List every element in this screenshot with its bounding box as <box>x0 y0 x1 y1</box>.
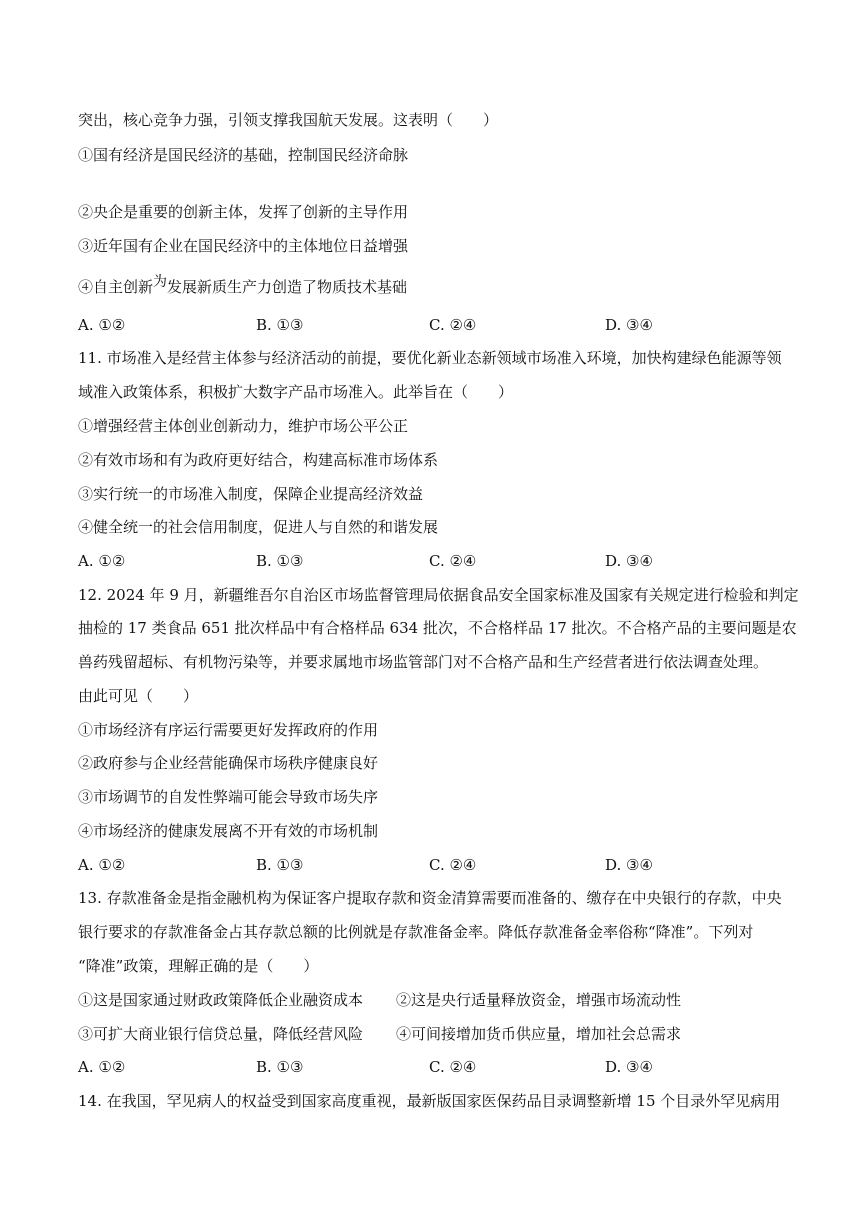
q13-statements-row-1 <box>78 990 778 1010</box>
q11-option-a: A. ①② <box>78 552 126 570</box>
q13-statements-row-2 <box>78 1024 778 1044</box>
q10-stem-end: 突出，核心竞争力强，引领支撑我国航天发展。这表明（ ） <box>78 111 499 129</box>
q11-statement-3: ③实行统一的市场准入制度，保障企业提高经济效益 <box>78 485 424 503</box>
q13-statement-2: ②这是央行适量释放资金，增强市场流动性 <box>396 991 682 1009</box>
q12-stem-line-2: 抽检的 17 类食品 651 批次样品中有合格样品 634 批次，不合格样品 17 批次。不合格产品的主要问题是农 <box>78 619 797 637</box>
q11-options <box>78 551 778 571</box>
q13-stem-line-2: 银行要求的存款准备金占其存款总额的比例就是存款准备金率。降低存款准备金率俗称“降准”。下列对 <box>78 923 754 941</box>
q12-statement-1: ①市场经济有序运行需要更好发挥政府的作用 <box>78 721 379 739</box>
q12-statement-3: ③市场调节的自发性弊端可能会导致市场失序 <box>78 788 379 806</box>
q12-statement-2: ②政府参与企业经营能确保市场秩序健康良好 <box>78 754 379 772</box>
q11-statement-2: ②有效市场和有为政府更好结合，构建高标准市场体系 <box>78 451 439 469</box>
q10-option-a: A. ①② <box>78 316 126 334</box>
q11-statement-1: ①增强经营主体创业创新动力，维护市场公平公正 <box>78 417 409 435</box>
q10-statement-4-b: 发展新质生产力创造了物质技术基础 <box>167 278 408 296</box>
q12-stem-line-4: 由此可见（ ） <box>78 687 199 705</box>
q12-options <box>78 855 778 875</box>
q13-option-b: B. ①③ <box>256 1058 304 1076</box>
q10-options <box>78 315 778 335</box>
q13-option-c: C. ②④ <box>429 1058 477 1076</box>
q10-statement-4 <box>78 274 408 298</box>
q11-stem-line-2: 域准入政策体系，积极扩大数字产品市场准入。此举旨在（ ） <box>78 383 514 401</box>
q12-stem-line-3: 兽药残留超标、有机物污染等，并要求属地市场监管部门对不合格产品和生产经营者进行依法调查处理。 <box>78 653 769 671</box>
q12-option-d: D. ③④ <box>605 856 653 874</box>
q11-statement-4: ④健全统一的社会信用制度，促进人与自然的和谐发展 <box>78 518 439 536</box>
q11-option-c: C. ②④ <box>429 552 477 570</box>
q10-statement-3: ③近年国有企业在国民经济中的主体地位日益增强 <box>78 237 409 255</box>
q13-option-a: A. ①② <box>78 1058 126 1076</box>
q12-option-a: A. ①② <box>78 856 126 874</box>
q12-option-c: C. ②④ <box>429 856 477 874</box>
q10-statement-4-raised-char: 为 <box>153 274 168 290</box>
q10-option-c: C. ②④ <box>429 316 477 334</box>
q10-option-b: B. ①③ <box>256 316 304 334</box>
q12-stem-line-1: 12. 2024 年 9 月，新疆维吾尔自治区市场监督管理局依据食品安全国家标准及国家有关规定进行检验和判定 <box>78 586 799 604</box>
q11-option-d: D. ③④ <box>605 552 653 570</box>
q10-statement-4-a: ④自主创新 <box>78 278 154 296</box>
q11-stem-line-1: 11. 市场准入是经营主体参与经济活动的前提，要优化新业态新领域市场准入环境，加快构建绿色能源等领 <box>78 349 782 367</box>
q13-stem-line-3: “降准”政策，理解正确的是（ ） <box>78 957 319 975</box>
q12-statement-4: ④市场经济的健康发展离不开有效的市场机制 <box>78 822 379 840</box>
q12-option-b: B. ①③ <box>256 856 304 874</box>
q13-option-d: D. ③④ <box>605 1058 653 1076</box>
q13-statement-4: ④可间接增加货币供应量，增加社会总需求 <box>396 1025 682 1043</box>
q13-statement-3: ③可扩大商业银行信贷总量，降低经营风险 <box>78 1025 364 1043</box>
q13-stem-line-1: 13. 存款准备金是指金融机构为保证客户提取存款和资金清算需要而准备的、缴存在中央银行的存款，中央 <box>78 889 782 907</box>
q11-option-b: B. ①③ <box>256 552 304 570</box>
q10-option-d: D. ③④ <box>605 316 653 334</box>
q13-options <box>78 1057 778 1077</box>
q14-stem-line-1: 14. 在我国，罕见病人的权益受到国家高度重视，最新版国家医保药品目录调整新增 15 个目录外罕见病用 <box>78 1092 781 1110</box>
q10-statement-1: ①国有经济是国民经济的基础，控制国民经济命脉 <box>78 146 409 164</box>
q13-statement-1: ①这是国家通过财政政策降低企业融资成本 <box>78 991 364 1009</box>
q10-statement-2: ②央企是重要的创新主体，发挥了创新的主导作用 <box>78 203 409 221</box>
